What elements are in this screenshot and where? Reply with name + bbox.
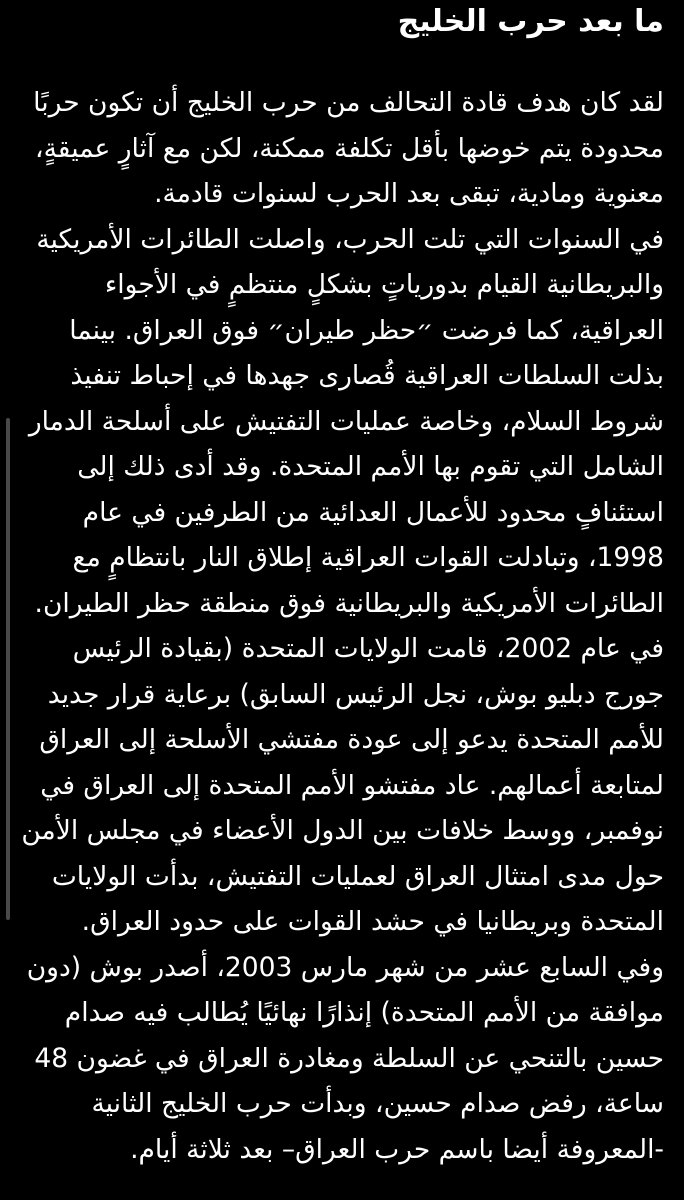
- paragraph: لقد كان هدف قادة التحالف من حرب الخليج أن تكون حربًا محدودة يتم خوضها بأقل تكلفة ممكنة، لكن مع آثارٍ عميقةٍ، معنوية ومادية، تبقى بعد الحرب لسنوات قادمة.: [33, 87, 664, 209]
- paragraph: في السنوات التي تلت الحرب، واصلت الطائرات الأمريكية والبريطانية القيام بدورياتٍ بشكلٍ منتظمٍ في الأجواء العراقية، كما فرضت ״حظر طيران״ فوق العراق. بينما بذلت السلطات العراقية قُصارى جهدها في إحباط تنفيذ شروط السلام، وخاصة عمليات التفتيش على أسلحة الدمار الشامل التي تقوم بها الأمم المتحدة. وقد أدى ذلك إلى استئنافٍ محدود للأعمال العدائية من الطرفين في عام 1998، وتبادلت القوات العراقية إطلاق النار بانتظامٍ مع الطائرات الأمريكية والبريطانية فوق منطقة حظر الطيران.: [28, 223, 664, 619]
- article-body: [18, 80, 664, 1172]
- article-title: ما بعد حرب الخليج: [397, 4, 664, 39]
- paragraph: وفي السابع عشر من شهر مارس 2003، أصدر بوش (دون موافقة من الأمم المتحدة) إنذارًا نهائيًا يُطالب فيه صدام حسين بالتنحي عن السلطة ومغادرة العراق في غضون 48 ساعة، رفض صدام حسين، وبدأت حرب الخليج الثانية -المعروفة أيضا باسم حرب العراق– بعد ثلاثة أيام.: [26, 951, 664, 1165]
- paragraph: في عام 2002، قامت الولايات المتحدة (بقيادة الرئيس جورج دبليو بوش، نجل الرئيس السابق) برعاية قرار جديد للأمم المتحدة يدعو إلى عودة مفتشي الأسلحة إلى العراق لمتابعة أعمالهم. عاد مفتشو الأمم المتحدة إلى العراق في نوفمبر، ووسط خلافات بين الدول الأعضاء في مجلس الأمن حول مدى امتثال العراق لعمليات التفتيش، بدأت الولايات المتحدة وبريطانيا في حشد القوات على حدود العراق.: [21, 633, 664, 937]
- scrollbar[interactable]: [6, 418, 10, 920]
